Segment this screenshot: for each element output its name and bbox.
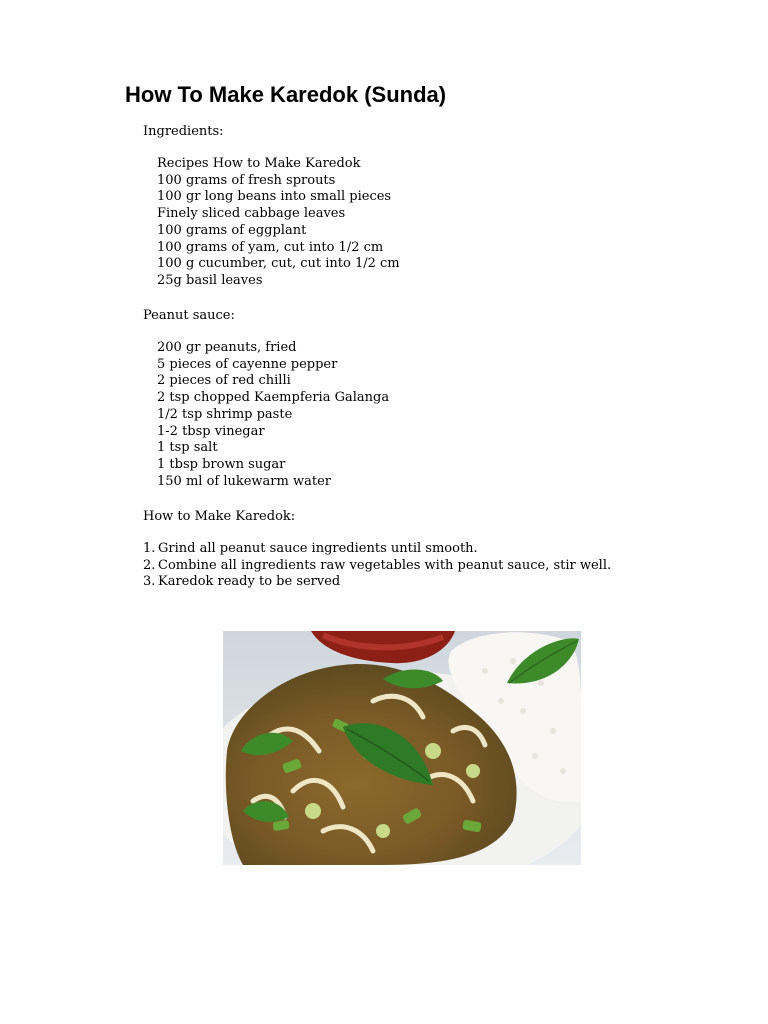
list-item: 1 tbsp brown sugar xyxy=(157,456,286,472)
list-item: 5 pieces of cayenne pepper xyxy=(157,356,338,372)
step-number: 2. xyxy=(143,557,156,573)
dish-illustration xyxy=(223,631,581,865)
list-item: 1 tsp salt xyxy=(157,440,218,456)
list-item: 2 tsp chopped Kaempferia Galanga xyxy=(157,390,390,406)
step-text: Grind all peanut sauce ingredients until smooth. xyxy=(158,541,478,556)
list-item: 100 gr long beans into small pieces xyxy=(157,189,392,205)
step-number: 1. xyxy=(143,541,156,556)
step-item xyxy=(143,574,611,591)
ingredients-heading: Ingredients: xyxy=(143,124,224,139)
step-text: Karedok ready to be served xyxy=(158,574,341,590)
list-item: Recipes How to Make Karedok xyxy=(157,156,361,171)
list-item: 2 pieces of red chilli xyxy=(157,373,291,389)
peanut-sauce-heading: Peanut sauce: xyxy=(143,308,235,323)
method-steps xyxy=(143,541,611,591)
page-title: How To Make Karedok (Sunda) xyxy=(125,82,447,107)
method-heading: How to Make Karedok: xyxy=(143,509,296,524)
step-item xyxy=(143,541,611,558)
list-item: 100 grams of eggplant xyxy=(157,222,307,238)
peanut-sauce-list xyxy=(157,340,389,490)
karedok-photo xyxy=(223,631,581,865)
step-text: Combine all ingredients raw vegetables with peanut sauce, stir well. xyxy=(158,557,612,573)
list-item: 100 grams of fresh sprouts xyxy=(157,172,336,188)
list-item: 200 gr peanuts, fried xyxy=(157,340,297,355)
step-number: 3. xyxy=(143,574,156,590)
list-item: 1/2 tsp shrimp paste xyxy=(157,406,293,422)
list-item: 25g basil leaves xyxy=(157,272,263,288)
list-item: 1-2 tbsp vinegar xyxy=(157,423,265,439)
step-item xyxy=(143,558,611,575)
list-item: 100 grams of yam, cut into 1/2 cm xyxy=(157,239,384,255)
list-item: 150 ml of lukewarm water xyxy=(157,473,331,489)
ingredients-list xyxy=(157,156,400,290)
list-item: Finely sliced cabbage leaves xyxy=(157,206,346,222)
list-item: 100 g cucumber, cut, cut into 1/2 cm xyxy=(157,256,400,272)
